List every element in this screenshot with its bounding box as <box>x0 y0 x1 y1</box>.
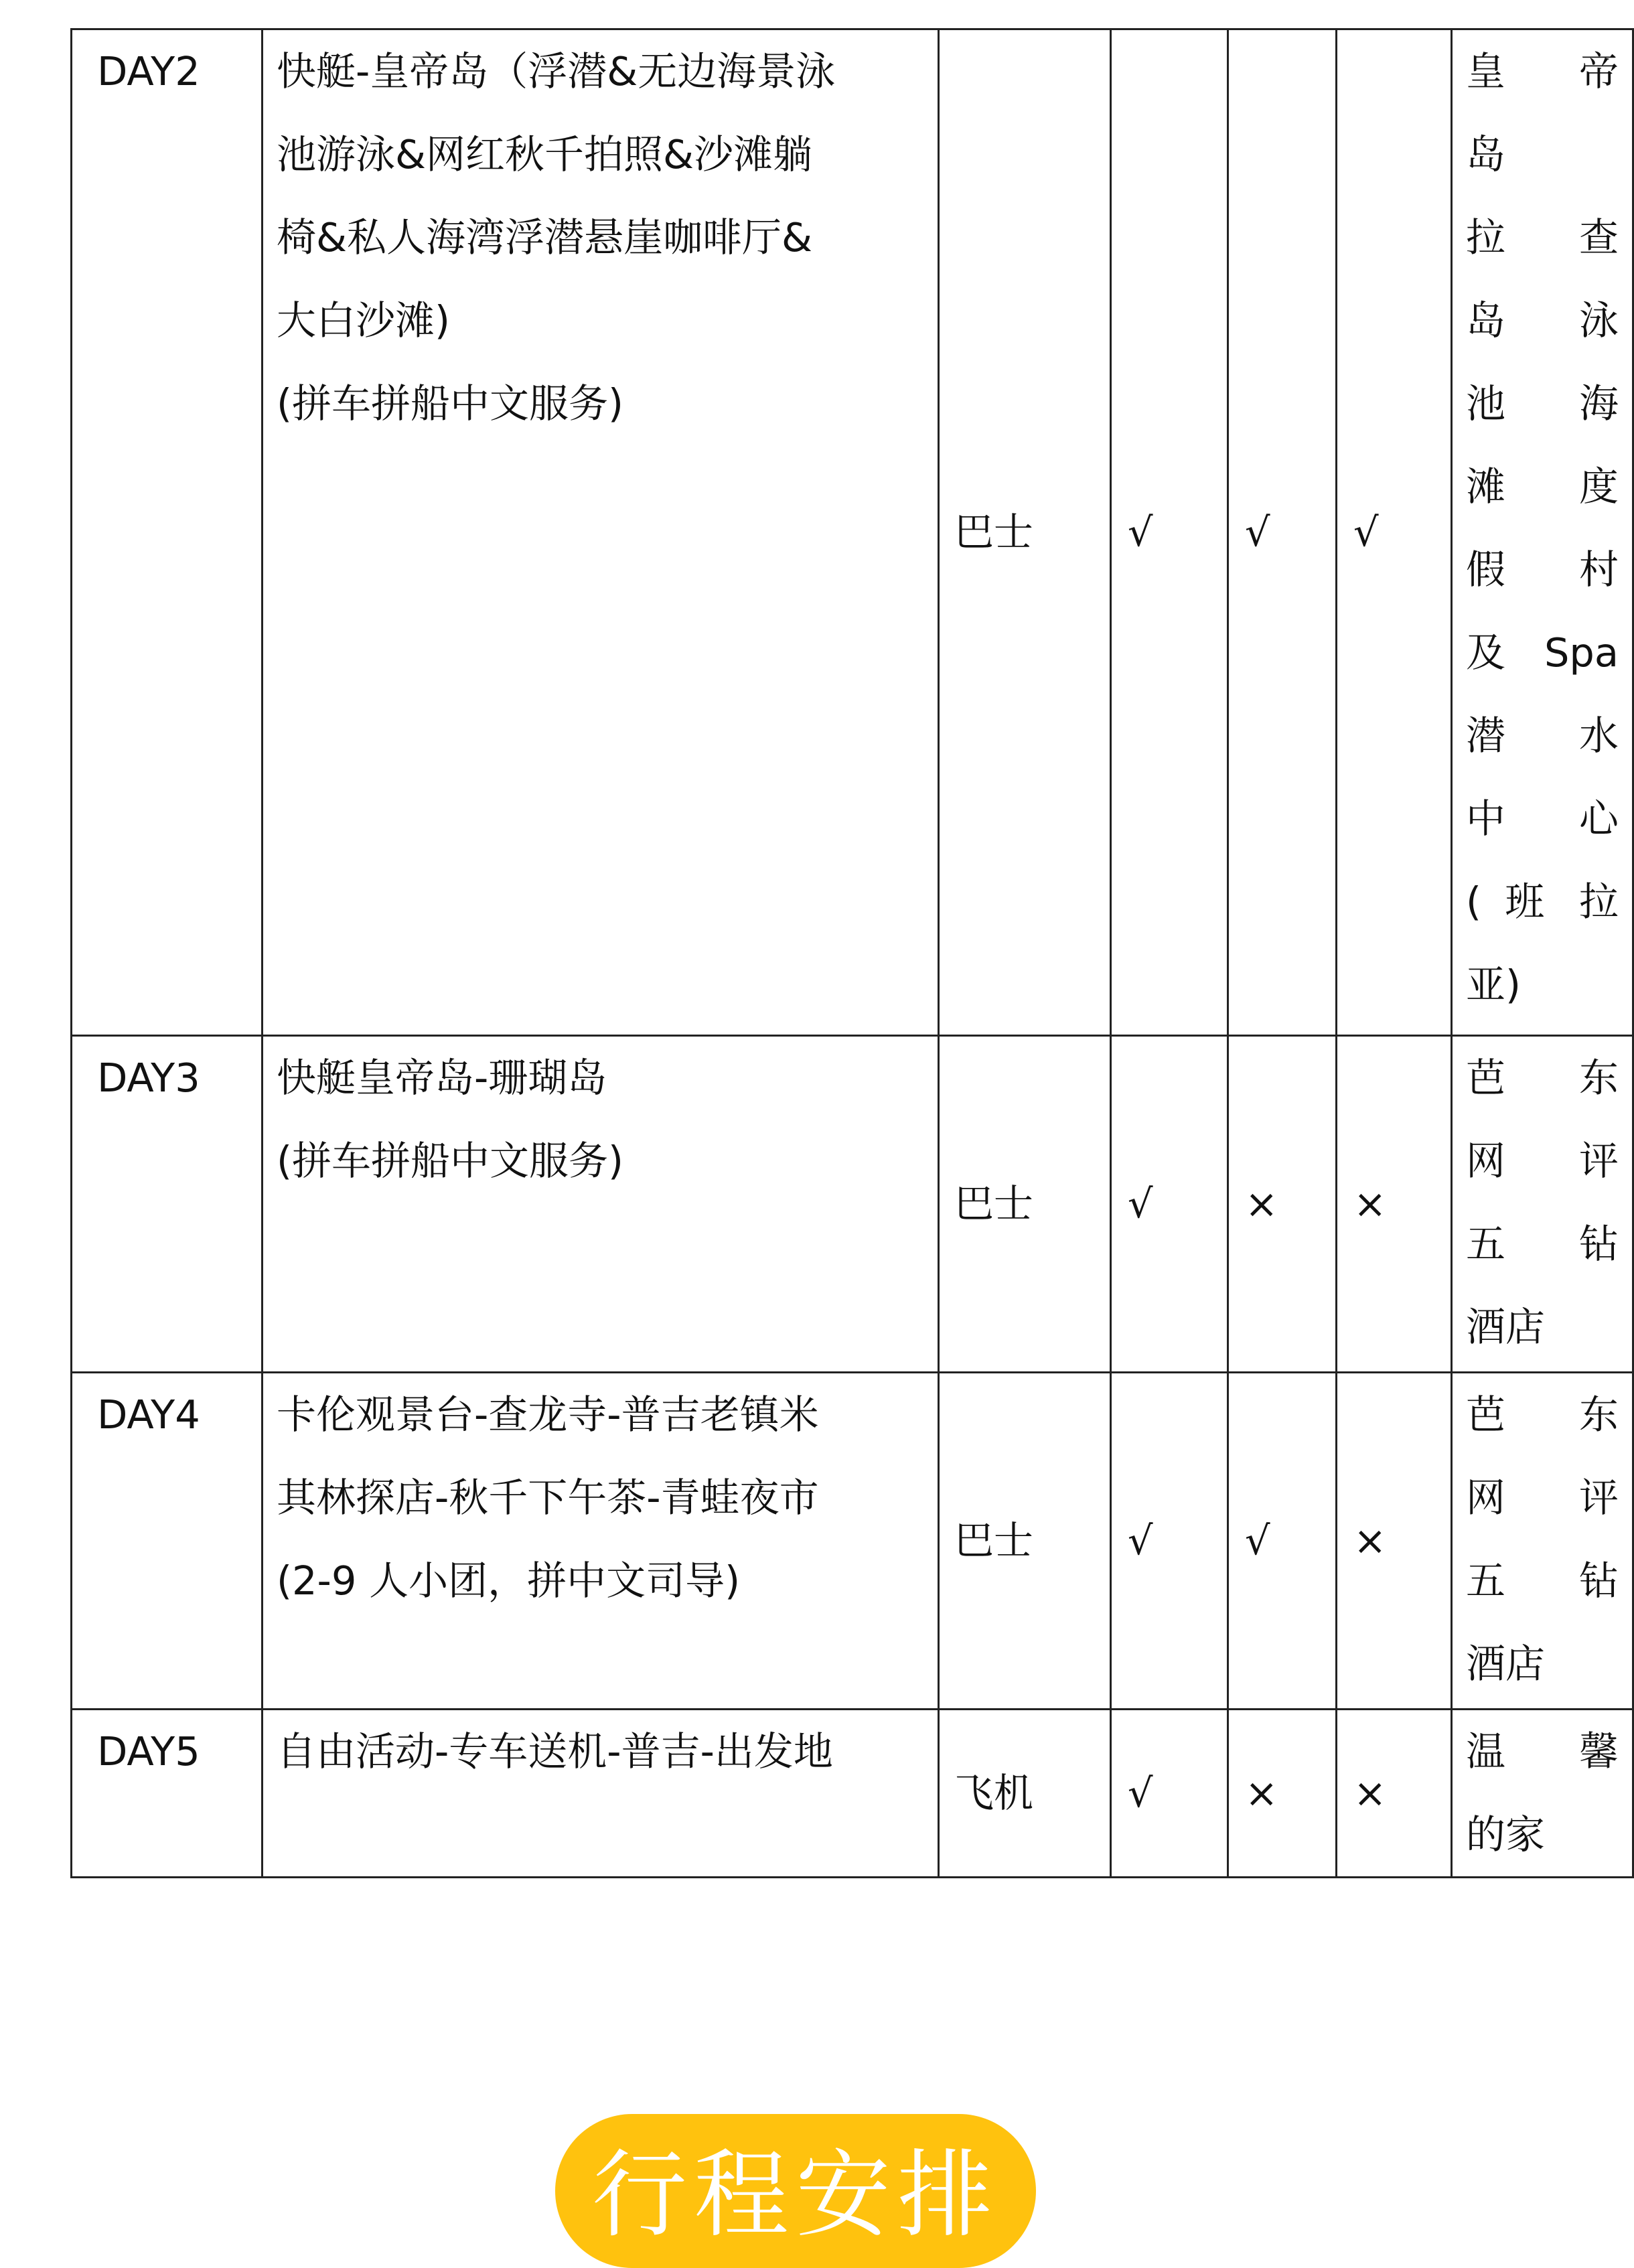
hotel-line: 五 钻 <box>1466 1558 1619 1604</box>
route-line: (2-9 人小团，拼中文司导) <box>277 1558 741 1604</box>
lunch-cell: √ <box>1228 1373 1337 1710</box>
lunch-cell: × <box>1228 1710 1337 1878</box>
hotel-line: ( 班 拉 <box>1466 879 1619 925</box>
section-title: 行程安排 <box>592 2140 999 2251</box>
day-cell: DAY4 <box>72 1373 263 1710</box>
hotel-cell <box>1452 1036 1633 1373</box>
hotel-line: 五 钻 <box>1466 1221 1619 1267</box>
hotel-line: 潜 水 <box>1466 712 1619 759</box>
route-line: 其林探店-秋千下午茶-青蛙夜市 <box>277 1475 819 1521</box>
hotel-line: 酒店 <box>1466 1304 1546 1350</box>
hotel-line: 酒店 <box>1466 1641 1546 1687</box>
hotel-line: 滩 度 <box>1466 463 1619 510</box>
breakfast-cell: √ <box>1111 1710 1228 1878</box>
hotel-line: 皇 帝 <box>1466 48 1619 94</box>
hotel-cell <box>1452 29 1633 1036</box>
dinner-cell: × <box>1337 1710 1452 1878</box>
route-line: (拼车拼船中文服务) <box>277 380 624 427</box>
hotel-line: 岛 泳 <box>1466 297 1619 344</box>
route-line: 椅&私人海湾浮潜悬崖咖啡厅& <box>277 214 813 260</box>
hotel-line: 亚) <box>1466 962 1521 1008</box>
hotel-line: 拉 查 <box>1466 214 1619 260</box>
table-row <box>72 29 1633 1036</box>
hotel-line: 芭 东 <box>1466 1055 1619 1101</box>
itinerary-table <box>70 28 1634 1878</box>
hotel-cell <box>1452 1710 1633 1878</box>
breakfast-cell: √ <box>1111 1373 1228 1710</box>
route-cell <box>263 29 939 1036</box>
hotel-line: 温 馨 <box>1466 1728 1619 1774</box>
hotel-line: 芭 东 <box>1466 1391 1619 1438</box>
table-row <box>72 1373 1633 1710</box>
hotel-line: 网 评 <box>1466 1475 1619 1521</box>
route-cell <box>263 1710 939 1878</box>
hotel-line: 网 评 <box>1466 1138 1619 1184</box>
hotel-line: 池 海 <box>1466 380 1619 427</box>
hotel-line: 假 村 <box>1466 546 1619 593</box>
dinner-cell: × <box>1337 1036 1452 1373</box>
section-title-pill <box>555 2114 1036 2268</box>
table-row <box>72 1036 1633 1373</box>
hotel-line: 中 心 <box>1466 796 1619 842</box>
hotel-line: 及Spa <box>1466 629 1619 676</box>
route-line: 快艇皇帝岛-珊瑚岛 <box>277 1055 607 1101</box>
dinner-cell: √ <box>1337 29 1452 1036</box>
breakfast-cell: √ <box>1111 29 1228 1036</box>
dinner-cell: × <box>1337 1373 1452 1710</box>
breakfast-cell: √ <box>1111 1036 1228 1373</box>
transport-cell: 飞机 <box>939 1710 1111 1878</box>
day-cell: DAY3 <box>72 1036 263 1373</box>
transport-cell: 巴士 <box>939 1373 1111 1710</box>
hotel-line: 的家 <box>1466 1811 1546 1858</box>
route-line: 池游泳&网红秋千拍照&沙滩躺 <box>277 131 813 177</box>
lunch-cell: × <box>1228 1036 1337 1373</box>
route-line: (拼车拼船中文服务) <box>277 1138 624 1184</box>
route-line: 自由活动-专车送机-普吉-出发地 <box>277 1728 833 1774</box>
route-cell <box>263 1373 939 1710</box>
route-line: 大白沙滩) <box>277 297 451 344</box>
hotel-line: 岛 <box>1466 131 1506 177</box>
route-line: 卡伦观景台-查龙寺-普吉老镇米 <box>277 1391 819 1438</box>
route-line: 快艇-皇帝岛（浮潜&无边海景泳 <box>277 48 836 94</box>
route-cell <box>263 1036 939 1373</box>
lunch-cell: √ <box>1228 29 1337 1036</box>
transport-cell: 巴士 <box>939 29 1111 1036</box>
hotel-cell <box>1452 1373 1633 1710</box>
transport-cell: 巴士 <box>939 1036 1111 1373</box>
day-cell: DAY5 <box>72 1710 263 1878</box>
table-row <box>72 1710 1633 1878</box>
day-cell: DAY2 <box>72 29 263 1036</box>
